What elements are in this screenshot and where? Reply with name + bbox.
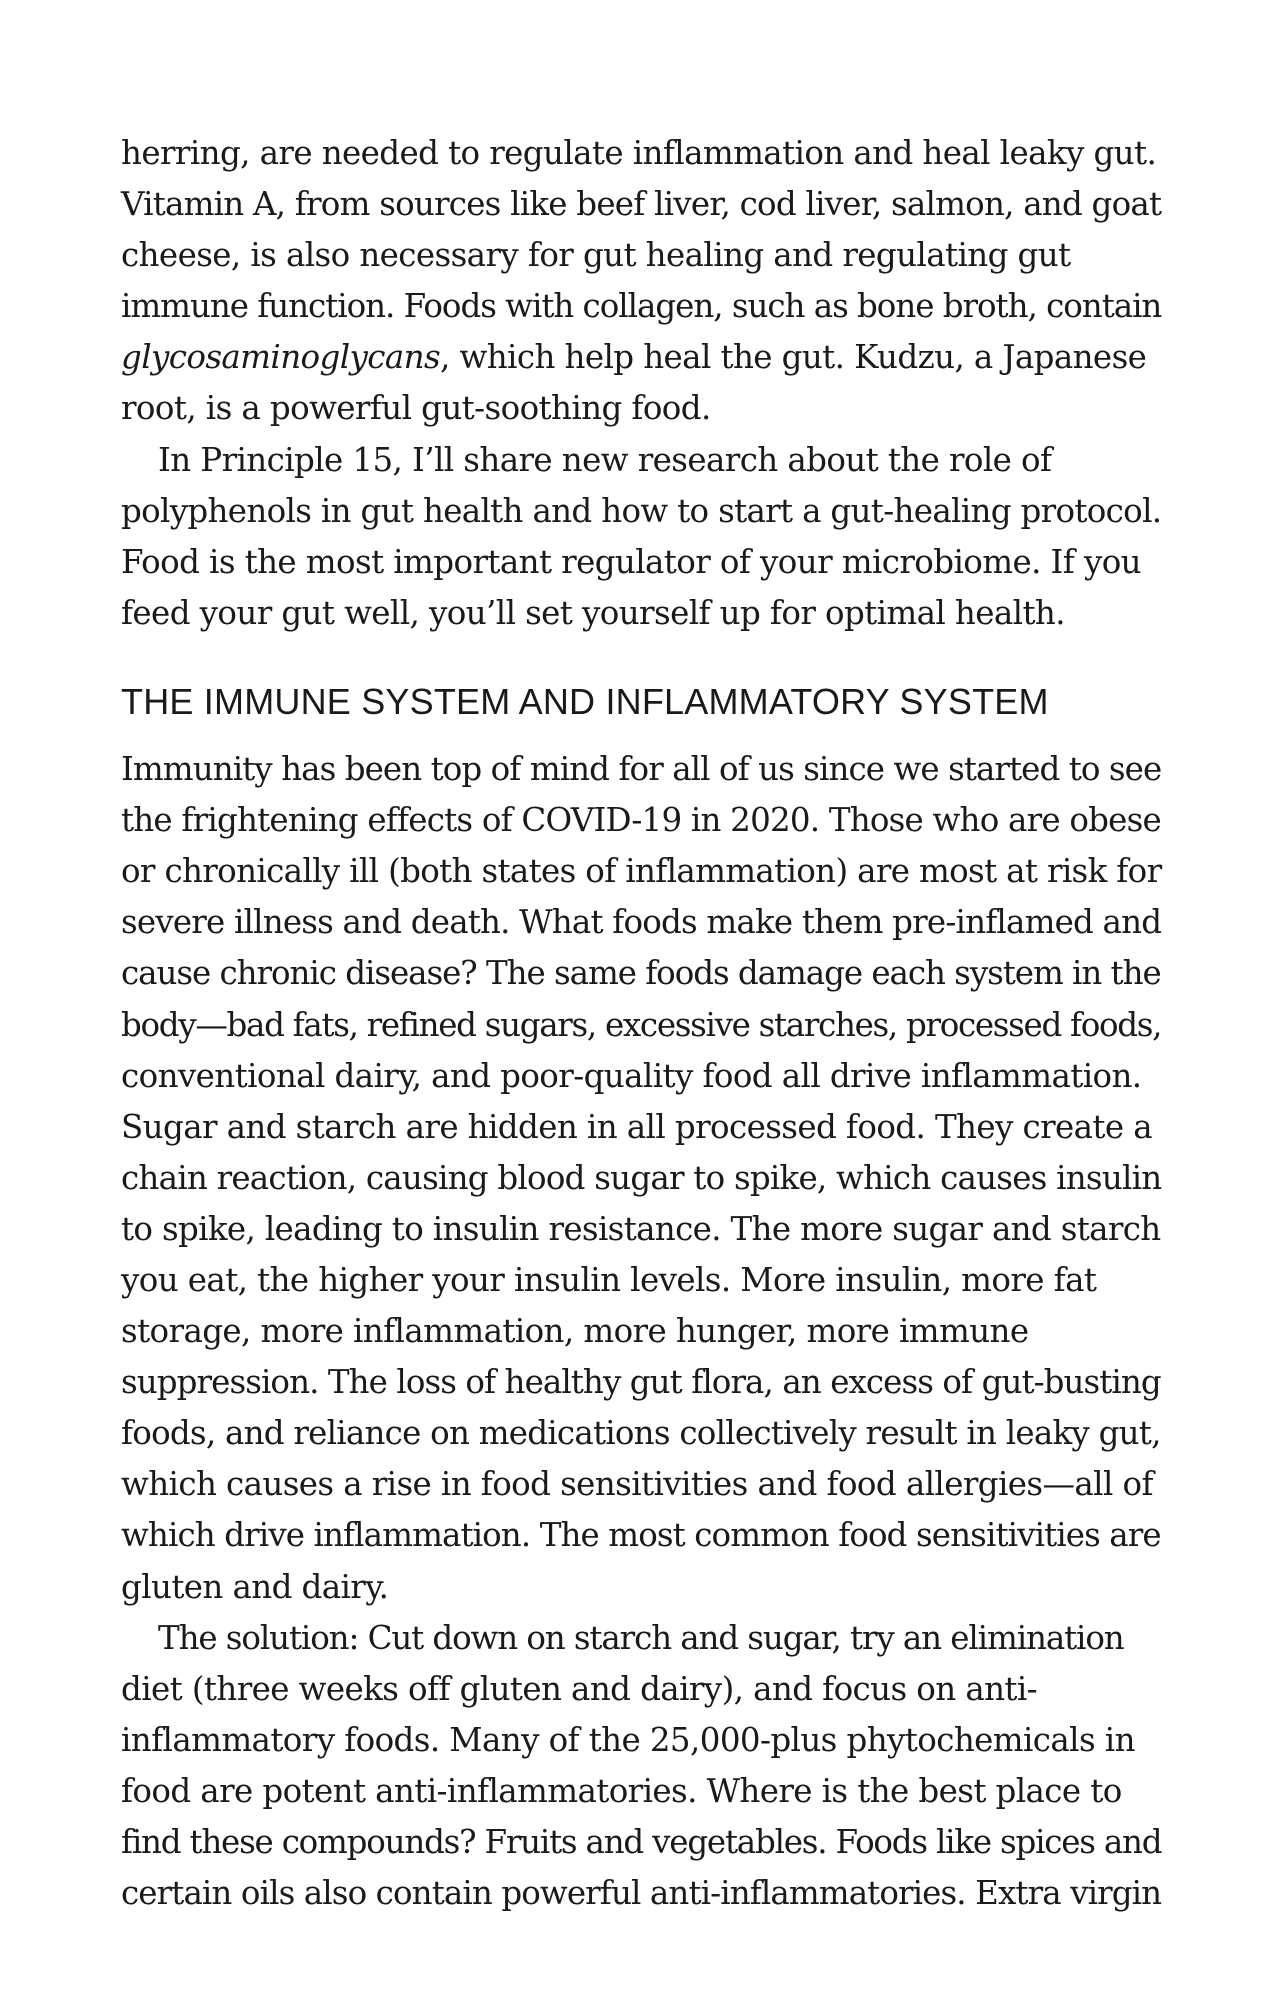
- text-line: Sugar and starch are hidden in all processed food. They create a: [121, 1107, 1153, 1146]
- text-line: storage, more inflammation, more hunger, more immune: [121, 1312, 1029, 1351]
- text-line: herring, are needed to regulate inflammation and heal leaky gut.: [121, 134, 1157, 172]
- text-line: inflammatory foods. Many of the 25,000-plus phytochemicals in: [121, 1720, 1135, 1759]
- text-line: conventional dairy, and poor-quality food all drive inflammation.: [121, 1056, 1142, 1095]
- book-page: [121, 128, 1161, 1919]
- text-line: to spike, leading to insulin resistance. The more sugar and starch: [121, 1209, 1161, 1248]
- text-line: suppression. The loss of healthy gut flora, an excess of gut-busting: [121, 1363, 1161, 1402]
- text-line: which drive inflammation. The most common food sensitivities are: [121, 1516, 1161, 1555]
- text-line: Vitamin A, from sources like beef liver, cod liver, salmon, and goat: [121, 185, 1162, 224]
- paragraph-immunity: [121, 744, 1161, 1613]
- paragraph-principle-15: [121, 435, 1161, 639]
- text-line: In Principle 15, I’ll share new research about the role of: [158, 440, 1052, 479]
- text-line: [121, 332, 1161, 383]
- text-line: Food is the most important regulator of your microbiome. If you: [121, 542, 1142, 581]
- text-line: immune function. Foods with collagen, such as bone broth, contain: [121, 287, 1162, 326]
- text-line: food are potent anti-inflammatories. Where is the best place to: [121, 1771, 1122, 1810]
- text-line: certain oils also contain powerful anti-inflammatories. Extra virgin: [121, 1874, 1162, 1913]
- paragraph-solution: [121, 1613, 1161, 1920]
- text-line: foods, and reliance on medications collectively result in leaky gut,: [121, 1414, 1161, 1453]
- text-line: The solution: Cut down on starch and sugar, try an elimination: [158, 1618, 1124, 1657]
- text-line: polyphenols in gut health and how to start a gut-healing protocol.: [121, 491, 1162, 530]
- text-run: , which help heal the gut. Kudzu, a Japanese: [440, 338, 1147, 377]
- text-line: find these compounds? Fruits and vegetables. Foods like spices and: [121, 1823, 1162, 1861]
- section-heading: THE IMMUNE SYSTEM AND INFLAMMATORY SYSTEM: [121, 680, 1049, 722]
- text-line: cheese, is also necessary for gut healing and regulating gut: [121, 236, 1071, 275]
- text-line: diet (three weeks off gluten and dairy), and focus on anti-: [121, 1669, 1038, 1708]
- text-line: Immunity has been top of mind for all of us since we started to see: [121, 750, 1162, 789]
- text-line: cause chronic disease? The same foods damage each system in the: [121, 954, 1161, 993]
- text-line: or chronically ill (both states of inflammation) are most at risk for: [121, 852, 1162, 891]
- text-line: root, is a powerful gut-soothing food.: [121, 389, 711, 428]
- text-line: severe illness and death. What foods make them pre-inflamed and: [121, 903, 1162, 942]
- text-line: feed your gut well, you’ll set yourself up for optimal health.: [121, 593, 1065, 632]
- text-line: which causes a rise in food sensitivities and food allergies—all of: [121, 1465, 1153, 1504]
- text-line: the frightening effects of COVID-19 in 2020. Those who are obese: [121, 801, 1161, 840]
- text-line: body—bad fats, refined sugars, excessive starches, processed foods,: [121, 1005, 1162, 1044]
- text-line: gluten and dairy.: [121, 1567, 389, 1606]
- italic-term: glycosaminoglycans: [121, 338, 441, 377]
- text-line: chain reaction, causing blood sugar to spike, which causes insulin: [121, 1158, 1162, 1197]
- text-line: you eat, the higher your insulin levels. More insulin, more fat: [121, 1260, 1097, 1299]
- paragraph-gut-nutrients: [121, 128, 1161, 435]
